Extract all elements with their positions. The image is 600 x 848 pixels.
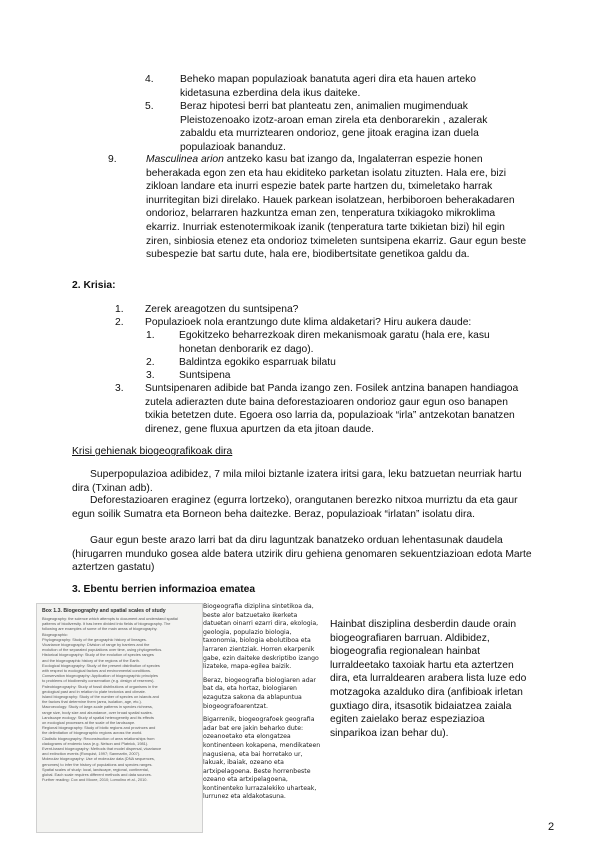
figure-line: the factors that determine them (area, isolation, age, etc.).: [42, 699, 142, 705]
scanned-paragraph: Beraz, biogeografia biologiaren adar bat da, eta hortaz, biologiaren ezagutza sakona da ablapuntua biogeografoarentzat.: [203, 676, 316, 710]
textbook-box-figure: [36, 603, 203, 833]
list-text: Beraz hipotesi berri bat planteatu zen, animalien mugimenduak Pleistozenoako izotz-aroan eman zirela eta denborarekin , azalerak zabaldu eta murriztearen ondorioz, gene jitoak eragina izan duela populazioak bananduz.: [180, 101, 488, 153]
list-number: 2.: [115, 317, 124, 328]
list-text: Beheko mapan populazioak banatuta ageri dira eta hauen arteko kidetasuna ezberdina dela ikus daiteke.: [180, 74, 476, 99]
figure-line: range size, body size and abundance, over broad spatial scales.: [42, 709, 153, 715]
figure-line: Macroecology: Study of large-scale patterns in species richness,: [42, 704, 153, 710]
list-text: Suntsipenaren adibide bat Panda izango zen. Fosilek antzina banapen handiagoa zutela adierazten dute baina deforestazioaren ondorioz gaur egun oso banapen txikia betetzen dute. Egoera oso larria da, populazioak “irla” antzekotan banatzen direnez, gene fluxua apurtzen da eta jitoan daude.: [145, 383, 519, 435]
figure-body: [37, 616, 202, 783]
list-number: 1.: [146, 330, 155, 341]
figure-line: Cladistic biogeography: Reconstruction of area relationships from: [42, 735, 155, 741]
paragraph-deforestazioa: [72, 494, 532, 521]
paragraph-superpopulazioa: [72, 468, 532, 495]
list-number: 5.: [145, 101, 154, 112]
figure-line: global. Each scale requires different methods and data sources.: [42, 772, 152, 778]
subheading-krisi: Krisi gehienak biogeografikoak dira: [72, 446, 233, 457]
figure-line: Biogeography: the science which attempts to document and understand spatial: [42, 616, 178, 621]
figure-line: the delimitation of biogeographic regions across the world.: [42, 730, 143, 736]
list-text: Egokitzeko beharrezkoak diren mekanismoak garatu (hala ere, kasu honetan denborarik ez dago).: [179, 330, 490, 355]
list-number: 2.: [146, 357, 155, 368]
page-number: 2: [548, 821, 555, 833]
figure-line: and extinction events (Ronquist, 1997; Sanmartin, 2007).: [42, 751, 141, 757]
figure-line: patterns of biodiversity. It has been divided into fields of biogeography. The: [42, 621, 171, 627]
figure-line: Phylogeography: Study of the geographic history of lineages.: [42, 636, 147, 642]
figure-line: with respect to ecological factors and environmental conditions.: [42, 668, 151, 674]
figure-line: Ecological biogeography: Study of the present distribution of species: [42, 662, 160, 668]
list-text: Suntsipena: [179, 370, 231, 381]
scanned-paragraph: Bigarrenik, biogeografoek geografia adar bat ere jakin beharko dute: ozeanoetako eta elongatzea kontinenteen kokapena, mendikateen nagusiena, eta bai horretako ur, lakuak, ibaiak, ozeano eta artxipelagoena. Beste horrenbeste ozeano eta artxipelagoena, kontinenteko lurrazalekiko uharteak, lurrunez eta aldakotasuna.: [203, 716, 321, 801]
scanned-paragraph: Biogeografia diziplina sintetikoa da, beste alor batzuetako ikerketa datuetan oinarri ezarri dira, ekologia, geologia, populazio biologia, taxonomia, biologia ebolutiboa eta larraren zientziak. Horren ekarpenik gabe, ezin daiteke deskriptibo izango lizateke, mapa-egilea baizik.: [203, 603, 319, 671]
paragraph-diru-laguntzak: [72, 534, 532, 575]
section-title-ebentu: 3. Ebentu berrien informazioa ematea: [72, 584, 256, 595]
scanned-text-column: [203, 603, 325, 833]
figure-line: Regional biogeography: Study of biotic regions and provinces and: [42, 725, 156, 731]
figure-line: geological past and in relation to plate tectonics and climate.: [42, 688, 146, 694]
figure-line: genomes) to infer the history of populations and species ranges.: [42, 761, 153, 767]
list-text: [146, 153, 529, 262]
list-text: Baldintza egokiko esparruak bilatu: [179, 357, 336, 368]
section-title-krisia: 2. Krisia:: [72, 280, 116, 291]
figure-line: Historical biogeography: Study of the evolution of species ranges: [42, 652, 154, 658]
figure-line: and the biogeographic history of the regions of the Earth.: [42, 657, 140, 663]
list-number: 4.: [145, 74, 154, 85]
paragraph-text: Gaur egun beste arazo larri bat da diru laguntzak banatzeko orduan lehentasunak daudela (hirugarren munduko gosea alde batera utzirik diru gehiena genomaren sekuentziazioan edota Marte aztertzen gastatu): [72, 535, 532, 574]
figure-line: evolution of the separated populations over time, using phylogenetics.: [42, 647, 163, 653]
figure-line: Island biogeography: Study of the number of species on islands and: [42, 694, 160, 700]
list-text: Populazioek nola erantzungo dute klima aldaketari? Hiru aukera daude:: [145, 317, 472, 328]
figure-line: Molecular biogeography: Use of molecular data (DNA sequences,: [42, 756, 155, 762]
figure-line: Vicariance biogeography: Division of range by barriers and the: [42, 642, 150, 648]
list-number: 1.: [115, 304, 124, 315]
figure-line: Spatial scales of study: local, landscape, regional, continental,: [42, 766, 149, 772]
figure-line: on ecological processes at the scale of the landscape.: [42, 720, 136, 726]
figure-line: to problems of biodiversity conservation (e.g. design of reserves).: [42, 678, 155, 684]
item9-body: antzeko kasu bat izango da, Ingalaterran espezie honen beherakada egon zen eta hau ekiditeko parketan isolatu zituzten. Hala ere, bizi zikloan landare eta inurri espezie batek parte hartzen du, tximeletako harrak inurritegitan bizi direlako. Hauek parkean isolatzean, herbiboroen beherakadaren ondorioz, belarraren hazkuntza eman zen, tenperatura txikiagoko mikroklima ekarriz. Inurriak estenotermikoak izanik (tenperatura tarte txikietan bizi) hil egin ziren, sinbiosia etenez eta ondorioz tximeleten suntsipena ekarriz. Gaur egun beste subespezie bat sartu dute, hala ere, biodibertsitate genetikoa galdu da.: [146, 154, 527, 261]
figure-line: Conservation biogeography: Application of biogeographic principles: [42, 673, 158, 679]
side-paragraph: Hainbat disziplina desberdin daude orain biogeografiaren barruan. Aldibidez, biogeografia regionalean hainbat lurraldeetako taxoiak hartu eta aztertzen dira, eta lurraldearen arabera lista luze edo motzagoka azalduko dira (anfibioak irletan guxtiago dira, itsasotik bidaiatzea zaiala egiten zaielako beraz espeziazioa sinparikoa izan behar du).: [330, 619, 527, 739]
figure-title: Box 1.3. Biogeography and spatial scales of study: [42, 608, 166, 614]
figure-line: Biogeographic:: [42, 631, 68, 637]
figure-line: Landscape ecology: Study of spatial heterogeneity and its effects: [42, 714, 154, 720]
list-number: 3.: [146, 370, 155, 381]
figure-line: Event-based biogeography: Methods that model dispersal, vicariance: [42, 746, 162, 752]
list-text: Zerek areagotzen du suntsipena?: [145, 304, 299, 315]
list-number: 9.: [108, 154, 117, 165]
list-number: 3.: [115, 383, 124, 394]
figure-line: cladograms of endemic taxa (e.g. Nelson and Platnick, 1981).: [42, 740, 149, 746]
figure-line: Paleobiogeography: Study of fossil distributions of organisms in the: [42, 683, 158, 689]
species-name: Masculinea arion: [146, 154, 224, 165]
paragraph-text: Superpopulazioa adibidez, 7 mila miloi biztanle izatera iritsi gara, leku batzuetan neurriak hartu dira (Txinan adb).: [72, 469, 522, 494]
figure-line: Further reading: Cox and Moore, 2010; Lomolino et al., 2010.: [42, 777, 148, 783]
paragraph-text: Deforestazioaren eraginez (egurra lortzeko), orangutanen berezko nitxoa murriztu da eta gaur egun soilik Sumatra eta Borneon beha daitezke. Beraz, populazioak “irlatan” isolatu dira.: [72, 495, 518, 520]
figure-line: following are examples of some of the main areas of biogeography.: [42, 626, 158, 632]
